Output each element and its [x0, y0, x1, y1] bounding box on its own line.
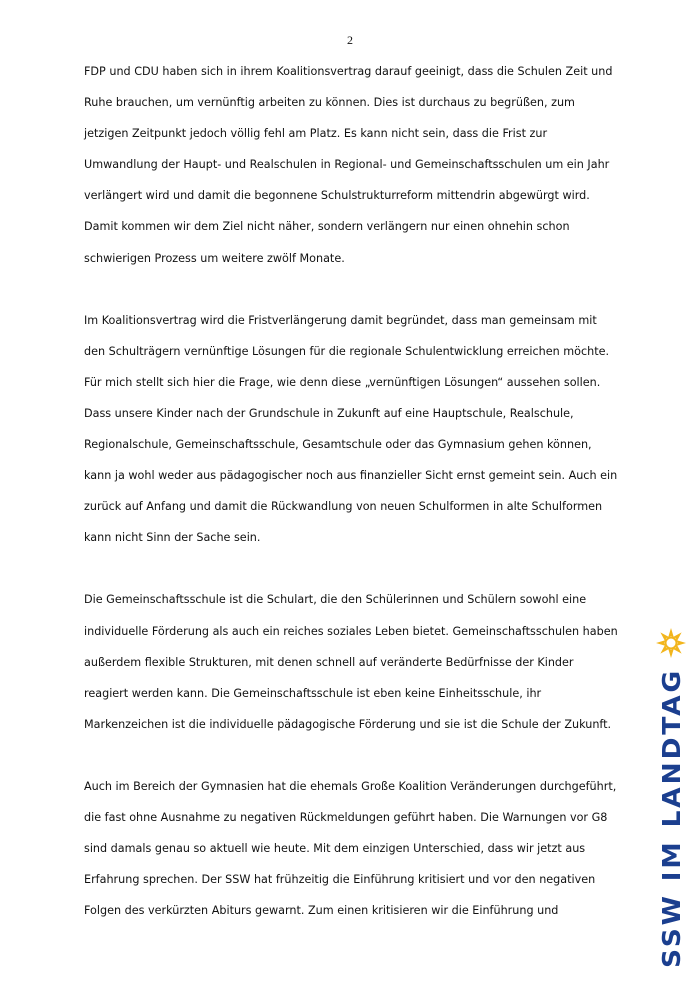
- text-line: Im Koalitionsvertrag wird die Fristverlängerung damit begründet, dass man gemeinsam mit: [84, 313, 597, 327]
- ssw-logo: [648, 626, 694, 971]
- paragraph-3: [84, 584, 624, 739]
- text-line: den Schulträgern vernünftige Lösungen für die regionale Schulentwicklung erreichen möchte.: [84, 344, 610, 358]
- paragraph-1: [84, 56, 624, 274]
- text-line: schwierigen Prozess um weitere zwölf Monate.: [84, 251, 345, 265]
- text-line: Folgen des verkürzten Abiturs gewarnt. Zum einen kritisieren wir die Einführung und: [84, 904, 559, 918]
- text-line: Erfahrung sprechen. Der SSW hat frühzeitig die Einführung kritisiert und vor den negativen: [84, 873, 596, 887]
- logo-text: SSW IM LANDTAG: [657, 685, 686, 968]
- text-line: individuelle Förderung als auch ein reiches soziales Leben bietet. Gemeinschaftsschulen haben: [84, 624, 618, 638]
- text-line: Regionalschule, Gemeinschaftsschule, Gesamtschule oder das Gymnasium gehen können,: [84, 438, 592, 452]
- text-line: jetzigen Zeitpunkt jedoch völlig fehl am Platz. Es kann nicht sein, dass die Frist zur: [84, 127, 548, 141]
- text-line: die fast ohne Ausnahme zu negativen Rückmeldungen geführt haben. Die Warnungen vor G8: [84, 810, 608, 824]
- text-line: außerdem flexible Strukturen, mit denen schnell auf veränderte Bedürfnisse der Kinder: [84, 655, 574, 669]
- text-line: Für mich stellt sich hier die Frage, wie denn diese „vernünftigen Lösungen“ aussehen sollen.: [84, 375, 601, 389]
- text-line: Damit kommen wir dem Ziel nicht näher, sondern verlängern nur einen ohnehin schon: [84, 220, 570, 234]
- body-text: [84, 56, 624, 926]
- text-line: Ruhe brauchen, um vernünftig arbeiten zu können. Dies ist durchaus zu begrüßen, zum: [84, 96, 575, 110]
- text-line: Auch im Bereich der Gymnasien hat die ehemals Große Koalition Veränderungen durchgeführt,: [84, 779, 617, 793]
- text-line: verlängert wird und damit die begonnene Schulstrukturreform mittendrin abgewürgt wird.: [84, 189, 590, 203]
- paragraph-2: [84, 305, 624, 554]
- text-line: sind damals genau so aktuell wie heute. Mit dem einzigen Unterschied, dass wir jetzt aus: [84, 842, 586, 856]
- paragraph-4: [84, 771, 624, 926]
- text-line: Dass unsere Kinder nach der Grundschule in Zukunft auf eine Hauptschule, Realschule,: [84, 406, 574, 420]
- text-line: Die Gemeinschaftsschule ist die Schulart, die den Schülerinnen und Schülern sowohl eine: [84, 593, 587, 607]
- text-line: reagiert werden kann. Die Gemeinschaftsschule ist eben keine Einheitsschule, ihr: [84, 686, 542, 700]
- text-line: Markenzeichen ist die individuelle pädagogische Förderung und sie ist die Schule der Zukunft.: [84, 717, 612, 731]
- page-number: 2: [347, 33, 353, 47]
- text-line: kann ja wohl weder aus pädagogischer noch aus finanzieller Sicht ernst gemeint sein. Auch ein: [84, 469, 618, 483]
- text-line: FDP und CDU haben sich in ihrem Koalitionsvertrag darauf geeinigt, dass die Schulen Zeit und: [84, 65, 613, 78]
- sun-star-icon: [656, 628, 686, 658]
- text-line: kann nicht Sinn der Sache sein.: [84, 531, 261, 545]
- text-line: zurück auf Anfang und damit die Rückwandlung von neuen Schulformen in alte Schulformen: [84, 500, 603, 514]
- text-line: Umwandlung der Haupt- und Realschulen in Regional- und Gemeinschaftsschulen um ein Jahr: [84, 158, 610, 172]
